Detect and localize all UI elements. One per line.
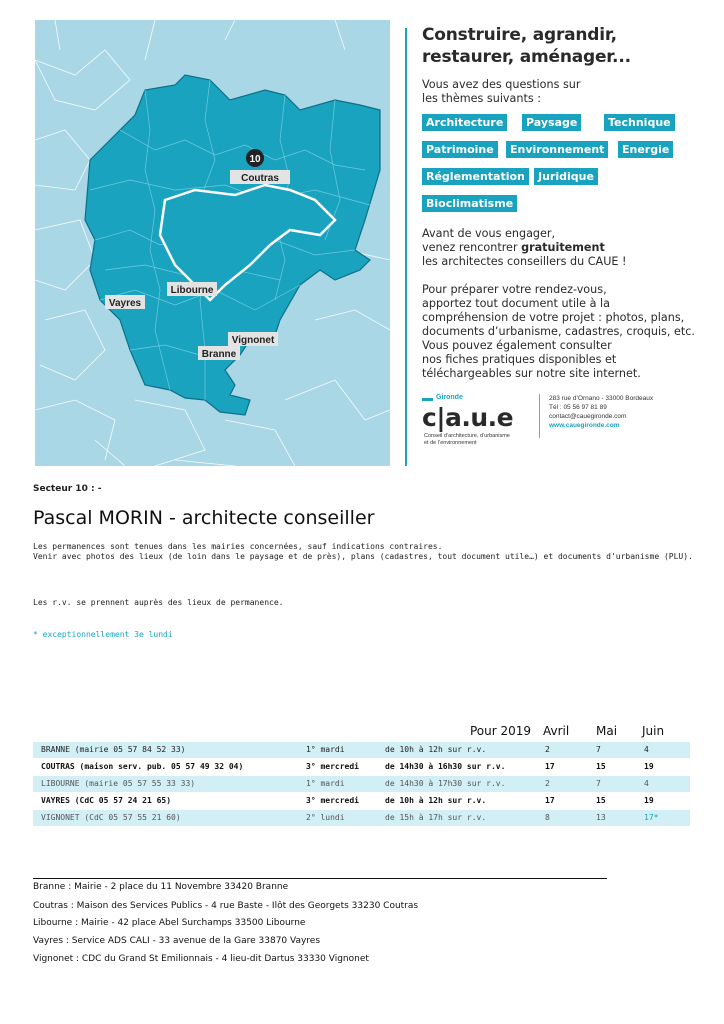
cell-month-1: 8 — [545, 813, 550, 822]
cell-month-1: 2 — [545, 745, 550, 754]
cell-time: de 10h à 12h sur r.v. — [385, 796, 487, 805]
logo-address — [549, 394, 653, 430]
table-header-month-3: Juin — [642, 724, 665, 738]
sector-number: 10 — [249, 154, 261, 165]
tag-paysage: Paysage — [522, 114, 581, 131]
cell-place: BRANNE (mairie 05 57 84 52 33) — [41, 745, 186, 754]
cell-month-2: 13 — [596, 813, 606, 822]
table-row — [33, 742, 690, 758]
cell-month-3: 19 — [644, 796, 654, 805]
prepare-line-1: Pour préparer votre rendez-vous, — [422, 283, 607, 296]
prepare-line-7: téléchargeables sur notre site internet. — [422, 367, 641, 380]
tag-reglementation: Réglementation — [422, 168, 529, 185]
address-phone: Tél : 05 56 97 81 89 — [549, 404, 607, 411]
cell-day: 3° mercredi — [306, 796, 359, 805]
permanence-note — [33, 542, 693, 562]
cell-month-1: 2 — [545, 779, 550, 788]
table-row — [33, 793, 690, 809]
logo-sub-line-2: et de l’environnement — [424, 440, 477, 446]
address-street: 283 rue d’Ornano - 33000 Bordeaux — [549, 395, 654, 402]
caue-logo-block — [422, 394, 712, 460]
page-title: Pascal MORIN - architecte conseiller — [33, 507, 375, 529]
tag-bioclimatisme: Bioclimatisme — [422, 195, 517, 212]
engage-line-3: les architectes conseillers du CAUE ! — [422, 255, 627, 268]
vignonet-label: Vignonet — [231, 335, 275, 346]
cell-month-1: 17 — [545, 796, 555, 805]
address-email[interactable]: contact@cauegironde.com — [549, 413, 627, 420]
table-row — [33, 759, 690, 775]
sector-map — [35, 20, 390, 466]
themes-tags — [422, 114, 712, 219]
sector-map-graphic — [35, 20, 390, 466]
prepare-line-2: apportez tout document utile à la — [422, 297, 610, 310]
table-row — [33, 810, 690, 826]
tag-energie: Energie — [618, 141, 673, 158]
exception-note: * exceptionnellement 3e lundi — [33, 630, 173, 639]
cell-month-3: 17* — [644, 813, 659, 822]
address-line-coutras: Coutras : Maison des Services Publics - 4 rue Baste - Ilôt des Georgets 33230 Coutras — [33, 901, 419, 911]
engage-text — [422, 227, 712, 269]
cell-time: de 15h à 17h sur r.v. — [385, 813, 487, 822]
logo-accent-bar — [422, 398, 433, 401]
engage-line-2: venez rencontrer — [422, 241, 522, 254]
logo-brand: c|a.u.e — [422, 403, 514, 432]
cell-time: de 14h30 à 16h30 sur r.v. — [385, 762, 506, 771]
cell-place: LIBOURNE (mairie 05 57 55 33 33) — [41, 779, 196, 788]
branne-label: Branne — [201, 349, 237, 360]
cell-day: 2° lundi — [306, 813, 345, 822]
vayres-label: Vayres — [108, 298, 142, 309]
coutras-label: Coutras — [241, 173, 279, 184]
prepare-line-3: compréhension de votre projet : photos, plans, — [422, 311, 685, 324]
engage-gratuitement: gratuitement — [521, 241, 605, 254]
cell-place: VIGNONET (CdC 05 57 55 21 60) — [41, 813, 181, 822]
cell-day: 1° mardi — [306, 779, 345, 788]
logo-separator — [539, 394, 540, 438]
table-header-month-2: Mai — [596, 724, 618, 738]
tag-juridique: Juridique — [534, 168, 598, 185]
address-line-vayres: Vayres : Service ADS CALI - 33 avenue de la Gare 33870 Vayres — [33, 936, 321, 946]
cell-month-2: 7 — [596, 779, 601, 788]
cell-month-3: 4 — [644, 745, 649, 754]
tag-environnement: Environnement — [506, 141, 608, 158]
tag-patrimoine: Patrimoine — [422, 141, 498, 158]
cell-month-2: 15 — [596, 796, 606, 805]
intro-line-2: les thèmes suivants : — [422, 92, 542, 105]
prepare-line-6: nos fiches pratiques disponibles et — [422, 353, 617, 366]
headline-line-1: Construire, agrandir, — [422, 25, 617, 45]
cell-time: de 14h30 à 17h30 sur r.v. — [385, 779, 506, 788]
headline-line-2: restaurer, aménager... — [422, 47, 631, 67]
cell-day: 3° mercredi — [306, 762, 359, 771]
accent-divider — [405, 28, 407, 466]
address-line-libourne: Libourne : Mairie - 42 place Abel Surchamps 33500 Libourne — [33, 918, 306, 928]
libourne-label: Libourne — [170, 285, 214, 296]
cell-month-3: 4 — [644, 779, 649, 788]
table-header-month-1: Avril — [543, 724, 570, 738]
intro-text — [422, 78, 712, 106]
cell-month-2: 7 — [596, 745, 601, 754]
headline — [422, 24, 712, 68]
logo-sub-line-1: Conseil d’architecture, d’urbanisme — [424, 433, 510, 439]
cell-month-2: 15 — [596, 762, 606, 771]
cell-month-3: 19 — [644, 762, 654, 771]
tag-technique: Technique — [604, 114, 675, 131]
prepare-line-4: documents d’urbanisme, cadastres, croquis, etc. — [422, 325, 695, 338]
intro-line-1: Vous avez des questions sur — [422, 78, 581, 91]
tag-architecture: Architecture — [422, 114, 507, 131]
address-divider — [33, 878, 607, 879]
prepare-text — [422, 283, 712, 381]
engage-line-1: Avant de vous engager, — [422, 227, 556, 240]
table-row — [33, 776, 690, 792]
cell-place: COUTRAS (maison serv. pub. 05 57 49 32 04) — [41, 762, 244, 771]
address-line-branne: Branne : Mairie - 2 place du 11 Novembre 33420 Branne — [33, 882, 289, 892]
cell-time: de 10h à 12h sur r.v. — [385, 745, 487, 754]
info-column — [422, 24, 712, 381]
note-line-1: Les permanences sont tenues dans les mairies concernées, sauf indications contraires. — [33, 542, 443, 551]
logo-gironde: Gironde — [436, 394, 463, 401]
website-link[interactable]: www.cauegironde.com — [549, 422, 620, 429]
note-line-2: Venir avec photos des lieux (de loin dans le paysage et de près), plans (cadastres, tout document utile…) et documents d'urbanisme (PLU). — [33, 552, 693, 561]
cell-month-1: 17 — [545, 762, 555, 771]
sector-label: Secteur 10 : - — [33, 484, 102, 494]
logo-subtitle — [424, 433, 534, 447]
prepare-line-5: Vous pouvez également consulter — [422, 339, 612, 352]
address-line-vignonet: Vignonet : CDC du Grand St Emilionnais - 4 lieu-dit Dartus 33330 Vignonet — [33, 954, 369, 964]
table-header-year: Pour 2019 — [470, 724, 532, 738]
cell-day: 1° mardi — [306, 745, 345, 754]
cell-place: VAYRES (CdC 05 57 24 21 65) — [41, 796, 172, 805]
appointment-note: Les r.v. se prennent auprès des lieux de permanence. — [33, 598, 284, 607]
